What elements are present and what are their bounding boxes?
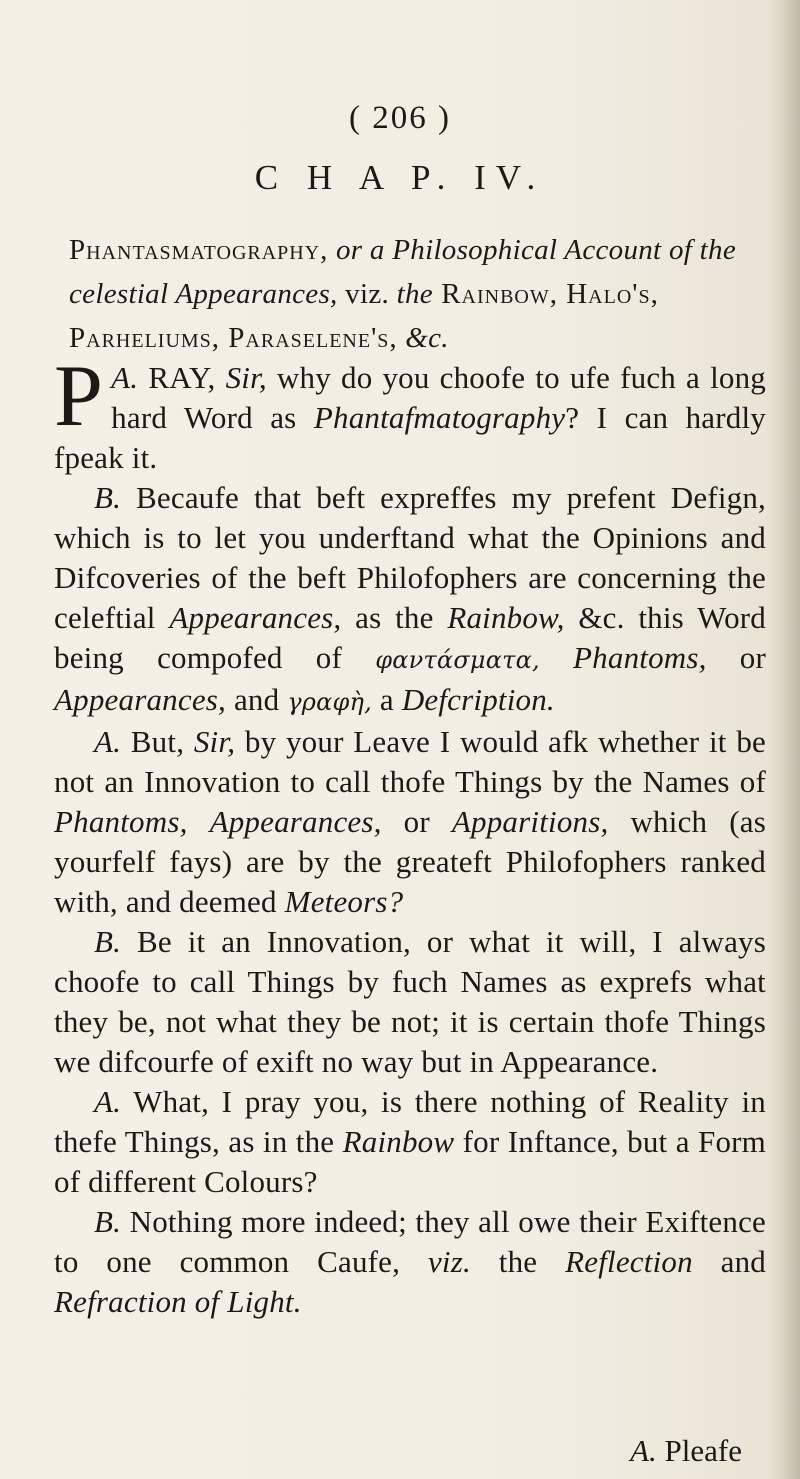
text-run: &c. this Word being compofed of (54, 600, 767, 675)
text-run: Be it an Innovation, or what it will, I always choofe to call Things by fuch Names as exprefs what they be, not what they be not; it is certain thofe Things we difcourfe of exift no way but in Appearance. (54, 924, 766, 1079)
title-items: Rainbow, Halo's, Parheliums, Paraselene's, (69, 278, 659, 354)
greek-word: φαντάσματα, (375, 646, 540, 674)
catchword-text: Pleafe (664, 1433, 742, 1468)
italic-run: Reflection (565, 1244, 693, 1279)
text-run: why do you choofe to ufe fuch a long hard Word as (111, 360, 767, 435)
italic-run: Meteors? (284, 884, 404, 919)
italic-run: Phantoms, (54, 804, 188, 839)
speaker-a: A. (94, 724, 122, 759)
paragraph-1 (54, 348, 767, 478)
greek-word: γραφὴ, (287, 688, 372, 716)
speaker-b: B. (94, 1204, 122, 1239)
text-run: What, I pray you, is there nothing of Reality in thefe Things, as in the (54, 1084, 766, 1159)
text-run: or (381, 804, 452, 839)
italic-run: Appearances, (54, 682, 226, 717)
italic-run: Apparitions, (451, 804, 609, 839)
italic-run: Sir, (225, 360, 267, 395)
italic-run: Phantafmatography (313, 400, 566, 435)
italic-run: Phantoms, (573, 640, 707, 675)
text-run: RAY, (148, 360, 226, 395)
paragraph-6 (54, 1202, 766, 1322)
title-the: the (389, 278, 433, 310)
text-body (54, 348, 767, 1322)
text-run (540, 640, 573, 675)
text-run: Nothing more indeed; they all owe their Exiftence to one common Caufe, (54, 1204, 766, 1279)
italic-run: Defcription. (401, 682, 555, 717)
italic-run: Rainbow (342, 1124, 455, 1159)
text-run (188, 804, 210, 839)
paragraph-3 (54, 722, 766, 922)
title-italic: or a Philosophical Account of the celestial Appearances, (69, 234, 736, 310)
italic-run: Appearances, (169, 600, 342, 635)
text-run: as the (341, 600, 448, 635)
catchword-speaker: A. (630, 1433, 657, 1468)
text-run: or (706, 640, 767, 675)
italic-run: Sir, (193, 724, 236, 759)
text-run: But, (121, 724, 194, 759)
page-number: ( 206 ) (349, 100, 451, 136)
italic-run: Rainbow, (447, 600, 565, 635)
page-edge-shadow (766, 0, 800, 1479)
text-run: which (as yourfelf fays) are by the greateft Philofophers ranked with, and deemed (54, 804, 766, 919)
italic-run: Refraction of Light. (54, 1284, 302, 1319)
catchword (630, 1433, 742, 1469)
italic-run: Appearances, (209, 804, 382, 839)
title-viz: viz. (337, 278, 390, 310)
italic-run: viz. (427, 1244, 471, 1279)
title-term: Phantasmatography, (69, 234, 329, 266)
text-run: by your Leave I would afk whether it be not an Innovation to call thofe Things by the Names of (54, 724, 766, 799)
text-run: Becaufe that beft expreffes my prefent Defign, which is to let you underftand what the Opinions and Difcoveries of the beft Philofophers are concerning the celeftial (54, 480, 766, 635)
paragraph-5 (54, 1082, 766, 1202)
title-etc: &c. (397, 322, 449, 354)
text-run: a (371, 682, 402, 717)
speaker-b: B. (94, 480, 122, 515)
speaker-a: A. (94, 1084, 122, 1119)
chapter-title (69, 228, 759, 360)
text-run: and (226, 682, 288, 717)
speaker-b: B. (94, 924, 122, 959)
text-run: and (692, 1244, 767, 1279)
paragraph-4 (54, 922, 766, 1082)
text-run: the (470, 1244, 566, 1279)
text-run: ? I can hardly fpeak it. (54, 400, 766, 475)
chapter-heading: C H A P. IV. (254, 158, 546, 197)
text-run: for Inftance, but a Form of different Colours? (54, 1124, 766, 1199)
speaker-a: A. (111, 360, 139, 395)
drop-cap: P (54, 348, 104, 445)
paragraph-2 (54, 478, 766, 722)
